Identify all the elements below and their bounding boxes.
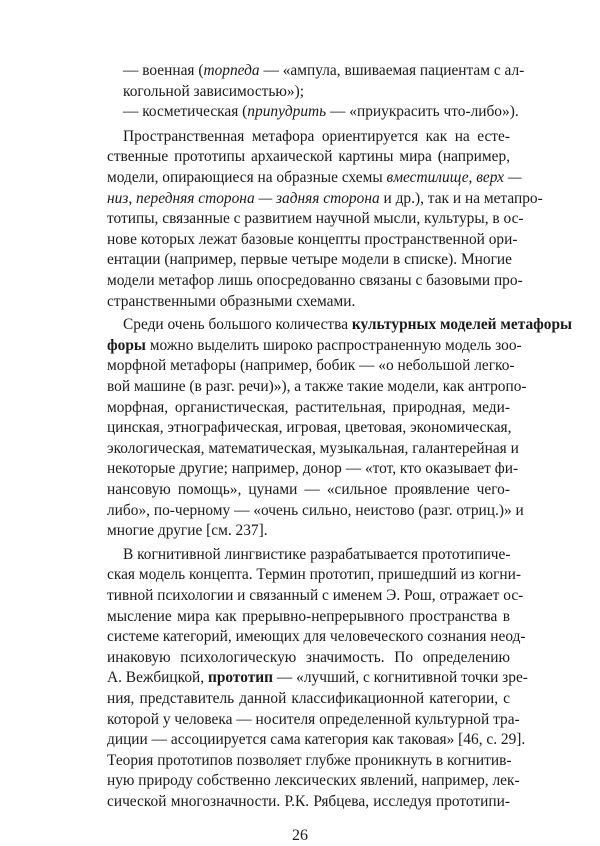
text-line (107, 438, 519, 459)
text-span: — косметическая ( (123, 103, 248, 121)
text-span: форы (107, 336, 146, 354)
text-span: — «лучший, с когнитивной точки зре- (273, 669, 528, 687)
text-span: ская модель концепта. Термин прототип, пришедший из когни- (107, 566, 522, 584)
text-line (107, 335, 522, 356)
text-span: инаковую психологическую значимость. По определению (107, 648, 510, 666)
text-line (107, 249, 510, 270)
text-line (123, 126, 510, 147)
text-line (107, 417, 510, 438)
text-span: ную природу собственно лексических явлений, например, лек- (107, 772, 520, 790)
text-span: когольной зависимостью»); (123, 82, 304, 100)
text-span: можно выделить широко распространенную модель зоо- (145, 336, 522, 354)
text-span: ственные прототипы архаической картины мира (например, (107, 148, 510, 166)
text-span: тивной психологии и связанный с именем Э. Рош, отражает ос- (107, 587, 524, 604)
text-line (107, 770, 520, 791)
text-line (107, 520, 510, 541)
text-line (107, 667, 528, 688)
text-line (123, 544, 510, 565)
text-span: ентации (например, первые четыре модели в списке). Многие (107, 251, 512, 269)
text-span: сической многозначности. Р.К. Рябцева, исследуя прототипи- (107, 793, 510, 810)
text-line (107, 167, 522, 188)
text-line (107, 376, 527, 397)
text-span: культурных моделей метафоры (351, 316, 573, 334)
text-line (123, 60, 525, 81)
text-span: прототип (207, 669, 274, 687)
text-span: Пространственная метафора ориентируется как на есте- (123, 127, 510, 145)
text-line (123, 101, 519, 122)
text-span: либо», по-черному — «очень сильно, неистово (разг. отриц.)» и (107, 501, 524, 519)
text-span: странственными образными схемами. (107, 292, 356, 310)
text-span: нове которых лежат базовые концепты пространственной ори- (107, 230, 518, 248)
text-span: которой у человека — носителя определенной культурной тра- (107, 710, 520, 728)
text-span: и др.), так и на метапро- (379, 189, 543, 207)
text-line (107, 355, 515, 376)
text-line (107, 188, 543, 209)
text-span: В когнитивной лингвистике разрабатывается прототипиче- (123, 545, 511, 563)
text-span: модели, опирающиеся на образные схемы (107, 169, 387, 186)
text-span: припудрить (247, 103, 327, 121)
text-line (107, 688, 510, 709)
text-span: некоторые другие; например, донор — «тот, кто оказывает фи- (107, 460, 519, 478)
text-span: диции — ассоциируется сама категория как таковая» [46, с. 29]. (107, 731, 526, 749)
text-line (107, 564, 522, 585)
text-line (107, 647, 510, 668)
text-span: — «приукрасить что-либо»). (326, 103, 519, 121)
text-line (123, 81, 510, 102)
page-number: 26 (292, 826, 308, 844)
text-line (107, 397, 510, 418)
text-span: экологическая, математическая, музыкальная, галантерейная и (107, 439, 519, 457)
text-span: морфная, органистическая, растительная, природная, меди- (107, 398, 510, 416)
text-span: вместилище, верх — (386, 169, 522, 186)
text-line (107, 585, 524, 606)
text-line (107, 146, 510, 167)
text-line (107, 208, 524, 229)
text-span: вой машине (в разг. речи)»), а также такие модели, как антропо- (107, 378, 527, 395)
text-line (107, 500, 524, 521)
text-span: — военная ( (123, 62, 204, 79)
text-span: модели метафор лишь опосредованно связаны с базовыми про- (107, 272, 523, 289)
text-span: мысление мира как прерывно-непрерывного пространства в (107, 607, 510, 625)
text-line (107, 626, 526, 647)
text-span: Теория прототипов позволяет глубже проникнуть в когнитив- (107, 751, 512, 769)
text-line (107, 291, 510, 312)
text-line (107, 229, 518, 250)
text-line (107, 750, 510, 771)
text-span: — «ампула, вшиваемая пациентам с ал- (259, 62, 525, 79)
text-span: А. Вежбицкой, (107, 669, 208, 687)
text-line (107, 270, 523, 291)
text-line (107, 709, 520, 730)
text-span: Среди очень большого количества (123, 316, 352, 334)
text-line (107, 479, 510, 500)
text-span: нансовую помощь», цунами — «сильное проявление чего- (107, 481, 510, 498)
text-span: торпеда (203, 62, 260, 79)
text-span: морфной метафоры (например, бобик — «о небольшой легко- (107, 357, 515, 375)
text-line (123, 314, 573, 335)
text-span: системе категорий, имеющих для человеческого сознания неод- (107, 628, 526, 646)
text-line (107, 458, 519, 479)
text-span: цинская, этнографическая, игровая, цветовая, экономическая, (107, 419, 512, 437)
text-span: ния, представитель данной классификационной категории, с (107, 690, 510, 707)
text-line (107, 606, 510, 627)
text-line (107, 791, 510, 812)
text-span: низ, передняя сторона — задняя сторона (107, 189, 380, 207)
text-span: тотипы, связанные с развитием научной мысли, культуры, в ос- (107, 210, 524, 228)
text-span: многие другие [см. 237]. (107, 522, 268, 540)
text-line (107, 729, 526, 750)
